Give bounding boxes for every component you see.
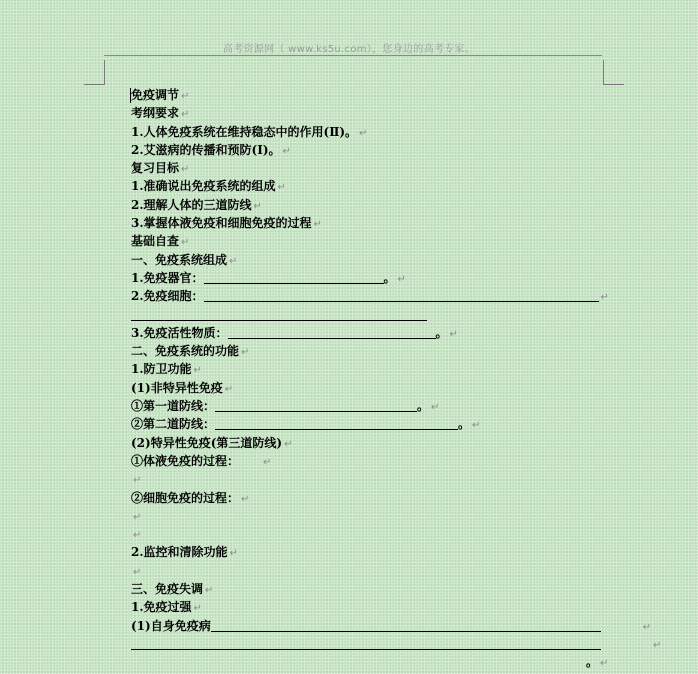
section-heading: 复习目标 ↵ (131, 161, 190, 176)
header-rule (104, 55, 602, 56)
paragraph-mark-icon: ↵ (224, 383, 234, 395)
fill-line (131, 635, 662, 653)
doc-line: ①体液免疫的过程： ↵ (131, 453, 272, 468)
answer-blank[interactable] (215, 399, 417, 412)
doc-line: 一、免疫系统组成 ↵ (131, 252, 238, 267)
paragraph-mark-icon: ↵ (181, 164, 190, 176)
doc-line: (1)非特异性免疫 ↵ (131, 380, 234, 395)
answer-blank[interactable] (215, 417, 458, 430)
paragraph-mark-icon: ↵ (229, 548, 238, 560)
paragraph-mark-icon: ↵ (133, 530, 142, 542)
doc-line: 二、免疫系统的功能 ↵ (131, 344, 250, 359)
paragraph-mark-icon: ↵ (600, 292, 609, 304)
paragraph-mark-icon: ↵ (284, 438, 293, 450)
fill-line: (1)自身免疫病 ↵ (131, 618, 652, 633)
doc-line: 2.艾滋病的传播和预防(Ⅰ)。 ↵ (131, 142, 291, 157)
paragraph-mark-icon: ↵ (472, 420, 481, 432)
empty-paragraph (131, 525, 651, 543)
paragraph-mark-icon: ↵ (181, 237, 190, 249)
doc-line: 1.防卫功能 ↵ (131, 362, 202, 377)
answer-blank[interactable] (211, 619, 601, 632)
paragraph-mark-icon: ↵ (263, 456, 272, 468)
answer-blank[interactable] (228, 326, 436, 339)
paragraph-mark-icon: ↵ (133, 511, 142, 523)
paragraph-mark-icon: ↵ (133, 475, 142, 487)
doc-line: 1.免疫过强 ↵ (131, 600, 202, 615)
paragraph-mark-icon: ↵ (359, 127, 368, 139)
paragraph-mark-icon: ↵ (205, 585, 214, 597)
paragraph-mark-icon: ↵ (181, 91, 190, 102)
paragraph-mark-icon: ↵ (277, 182, 286, 194)
paragraph-mark-icon: ↵ (241, 347, 250, 359)
paragraph-mark-icon: ↵ (282, 145, 291, 157)
answer-blank[interactable] (204, 289, 599, 302)
paragraph-mark-icon: ↵ (397, 273, 406, 285)
empty-paragraph (131, 507, 651, 525)
fill-line: 3.免疫活性物质： 。 ↵ (131, 325, 458, 340)
paragraph-mark-icon: ↵ (449, 328, 458, 340)
answer-blank[interactable] (204, 271, 384, 284)
paragraph-mark-icon: ↵ (133, 566, 142, 578)
fill-line: ①第一道防线： 。 ↵ (131, 399, 440, 414)
paragraph-mark-icon: ↵ (253, 200, 262, 212)
paragraph-mark-icon: ↵ (431, 402, 440, 414)
doc-line: 1.人体免疫系统在维持稳态中的作用(Ⅱ)。 ↵ (131, 124, 368, 139)
answer-blank[interactable] (131, 308, 427, 321)
answer-blank[interactable] (131, 637, 601, 650)
page-header-text: 高考资源网（ www.ks5u.com），您身边的高考专家。 (222, 44, 476, 55)
empty-paragraph (131, 562, 651, 580)
doc-line: 2.理解人体的三道防线 ↵ (131, 197, 262, 212)
margin-corner-top-right (603, 60, 624, 85)
margin-corner-top-left (84, 60, 105, 85)
doc-line: 三、免疫失调 ↵ (131, 582, 214, 597)
empty-paragraph (131, 470, 651, 488)
fill-line (131, 306, 651, 324)
paragraph-mark-icon: ↵ (229, 255, 238, 267)
paragraph-mark-icon: ↵ (181, 109, 190, 121)
section-heading: 基础自查 ↵ (131, 234, 190, 249)
paragraph-mark-icon: ↵ (193, 365, 202, 377)
paragraph-mark-icon: ↵ (642, 621, 652, 633)
paragraph-mark-icon: ↵ (653, 639, 662, 651)
section-heading: 考纲要求 ↵ (131, 106, 190, 121)
doc-line: 2.监控和清除功能 ↵ (131, 545, 238, 560)
paragraph-mark-icon: ↵ (193, 603, 202, 615)
paragraph-mark-icon: ↵ (313, 219, 322, 231)
doc-line: (2)特异性免疫(第三道防线) ↵ (131, 435, 293, 450)
fill-line: 2.免疫细胞： ↵ (131, 289, 609, 304)
doc-line: 1.准确说出免疫系统的组成 ↵ (131, 179, 286, 194)
fill-line: ②第二道防线： 。 ↵ (131, 417, 481, 432)
document-body[interactable] (131, 86, 662, 672)
fill-line-end: 。 ↵ (586, 655, 609, 670)
fill-line: 1.免疫器官： 。 ↵ (131, 270, 406, 285)
paragraph-mark-icon: ↵ (600, 658, 609, 670)
doc-line: 3.掌握体液免疫和细胞免疫的过程 ↵ (131, 216, 322, 231)
paragraph-mark-icon: ↵ (241, 493, 250, 505)
doc-title: 免疫调节 ↵ (131, 88, 190, 102)
doc-line: ②细胞免疫的过程： ↵ (131, 490, 250, 505)
